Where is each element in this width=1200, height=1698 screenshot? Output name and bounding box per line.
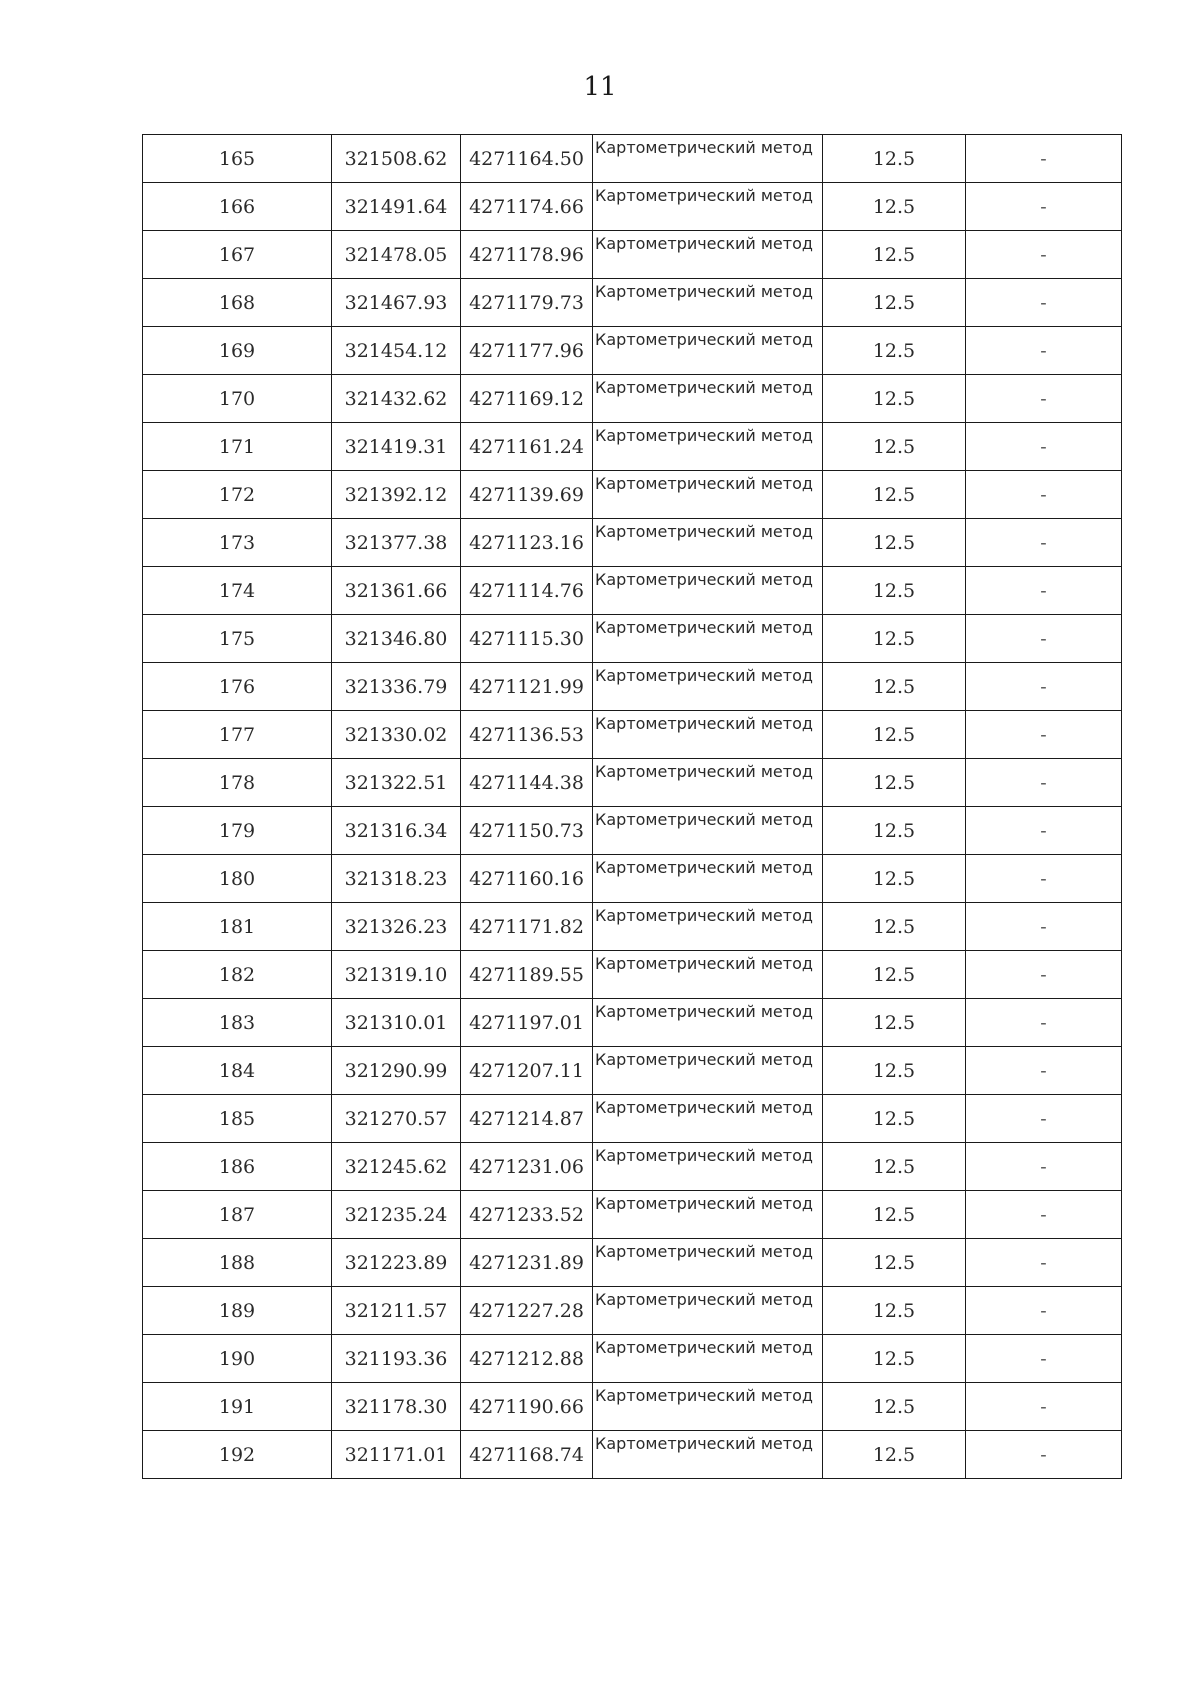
x-coordinate-cell: 321290.99 [332, 1047, 461, 1095]
method-cell: Картометрический метод [593, 807, 823, 855]
point-number-cell: 184 [143, 1047, 332, 1095]
y-coordinate-cell: 4271177.96 [461, 327, 593, 375]
error-cell: 12.5 [823, 1335, 966, 1383]
x-coordinate-cell: 321361.66 [332, 567, 461, 615]
point-number-cell: 169 [143, 327, 332, 375]
method-cell: Картометрический метод [593, 327, 823, 375]
note-cell: - [966, 135, 1122, 183]
point-number-cell: 187 [143, 1191, 332, 1239]
point-number-cell: 172 [143, 471, 332, 519]
table-row [143, 1335, 1122, 1383]
note-cell: - [966, 663, 1122, 711]
table-row [143, 231, 1122, 279]
x-coordinate-cell: 321171.01 [332, 1431, 461, 1479]
error-cell: 12.5 [823, 471, 966, 519]
y-coordinate-cell: 4271150.73 [461, 807, 593, 855]
point-number-cell: 190 [143, 1335, 332, 1383]
y-coordinate-cell: 4271197.01 [461, 999, 593, 1047]
method-cell: Картометрический метод [593, 1191, 823, 1239]
method-cell: Картометрический метод [593, 1287, 823, 1335]
y-coordinate-cell: 4271189.55 [461, 951, 593, 999]
point-number-cell: 192 [143, 1431, 332, 1479]
y-coordinate-cell: 4271115.30 [461, 615, 593, 663]
table-row [143, 1095, 1122, 1143]
x-coordinate-cell: 321178.30 [332, 1383, 461, 1431]
method-cell: Картометрический метод [593, 183, 823, 231]
table-row [143, 519, 1122, 567]
y-coordinate-cell: 4271168.74 [461, 1431, 593, 1479]
x-coordinate-cell: 321467.93 [332, 279, 461, 327]
note-cell: - [966, 1383, 1122, 1431]
x-coordinate-cell: 321478.05 [332, 231, 461, 279]
method-cell: Картометрический метод [593, 279, 823, 327]
error-cell: 12.5 [823, 711, 966, 759]
y-coordinate-cell: 4271144.38 [461, 759, 593, 807]
y-coordinate-cell: 4271169.12 [461, 375, 593, 423]
error-cell: 12.5 [823, 183, 966, 231]
x-coordinate-cell: 321322.51 [332, 759, 461, 807]
point-number-cell: 167 [143, 231, 332, 279]
point-number-cell: 177 [143, 711, 332, 759]
table-row [143, 759, 1122, 807]
x-coordinate-cell: 321377.38 [332, 519, 461, 567]
method-cell: Картометрический метод [593, 1095, 823, 1143]
error-cell: 12.5 [823, 807, 966, 855]
table-row [143, 471, 1122, 519]
y-coordinate-cell: 4271231.06 [461, 1143, 593, 1191]
method-cell: Картометрический метод [593, 423, 823, 471]
note-cell: - [966, 999, 1122, 1047]
note-cell: - [966, 327, 1122, 375]
x-coordinate-cell: 321454.12 [332, 327, 461, 375]
x-coordinate-cell: 321318.23 [332, 855, 461, 903]
error-cell: 12.5 [823, 1239, 966, 1287]
x-coordinate-cell: 321508.62 [332, 135, 461, 183]
note-cell: - [966, 1191, 1122, 1239]
point-number-cell: 181 [143, 903, 332, 951]
note-cell: - [966, 711, 1122, 759]
point-number-cell: 186 [143, 1143, 332, 1191]
method-cell: Картометрический метод [593, 471, 823, 519]
y-coordinate-cell: 4271171.82 [461, 903, 593, 951]
note-cell: - [966, 471, 1122, 519]
point-number-cell: 170 [143, 375, 332, 423]
method-cell: Картометрический метод [593, 663, 823, 711]
point-number-cell: 183 [143, 999, 332, 1047]
x-coordinate-cell: 321336.79 [332, 663, 461, 711]
error-cell: 12.5 [823, 759, 966, 807]
x-coordinate-cell: 321310.01 [332, 999, 461, 1047]
y-coordinate-cell: 4271190.66 [461, 1383, 593, 1431]
error-cell: 12.5 [823, 1191, 966, 1239]
error-cell: 12.5 [823, 855, 966, 903]
table-row [143, 1431, 1122, 1479]
note-cell: - [966, 759, 1122, 807]
table-row [143, 711, 1122, 759]
note-cell: - [966, 423, 1122, 471]
table-row [143, 1143, 1122, 1191]
error-cell: 12.5 [823, 279, 966, 327]
y-coordinate-cell: 4271164.50 [461, 135, 593, 183]
y-coordinate-cell: 4271178.96 [461, 231, 593, 279]
x-coordinate-cell: 321326.23 [332, 903, 461, 951]
y-coordinate-cell: 4271160.16 [461, 855, 593, 903]
method-cell: Картометрический метод [593, 519, 823, 567]
error-cell: 12.5 [823, 951, 966, 999]
table-row [143, 423, 1122, 471]
note-cell: - [966, 183, 1122, 231]
y-coordinate-cell: 4271227.28 [461, 1287, 593, 1335]
table-row [143, 999, 1122, 1047]
x-coordinate-cell: 321491.64 [332, 183, 461, 231]
point-number-cell: 188 [143, 1239, 332, 1287]
point-number-cell: 175 [143, 615, 332, 663]
method-cell: Картометрический метод [593, 567, 823, 615]
y-coordinate-cell: 4271231.89 [461, 1239, 593, 1287]
table-row [143, 951, 1122, 999]
y-coordinate-cell: 4271174.66 [461, 183, 593, 231]
method-cell: Картометрический метод [593, 135, 823, 183]
point-number-cell: 180 [143, 855, 332, 903]
point-number-cell: 185 [143, 1095, 332, 1143]
point-number-cell: 165 [143, 135, 332, 183]
point-number-cell: 174 [143, 567, 332, 615]
table-row [143, 807, 1122, 855]
table-row [143, 1287, 1122, 1335]
error-cell: 12.5 [823, 1095, 966, 1143]
note-cell: - [966, 951, 1122, 999]
table-row [143, 855, 1122, 903]
note-cell: - [966, 375, 1122, 423]
method-cell: Картометрический метод [593, 1335, 823, 1383]
point-number-cell: 168 [143, 279, 332, 327]
table-row [143, 327, 1122, 375]
table-row [143, 375, 1122, 423]
table-row [143, 567, 1122, 615]
point-number-cell: 171 [143, 423, 332, 471]
method-cell: Картометрический метод [593, 615, 823, 663]
error-cell: 12.5 [823, 1143, 966, 1191]
note-cell: - [966, 855, 1122, 903]
error-cell: 12.5 [823, 135, 966, 183]
page-number: 11 [583, 72, 617, 102]
x-coordinate-cell: 321419.31 [332, 423, 461, 471]
y-coordinate-cell: 4271212.88 [461, 1335, 593, 1383]
note-cell: - [966, 1239, 1122, 1287]
x-coordinate-cell: 321193.36 [332, 1335, 461, 1383]
x-coordinate-cell: 321319.10 [332, 951, 461, 999]
point-number-cell: 179 [143, 807, 332, 855]
x-coordinate-cell: 321223.89 [332, 1239, 461, 1287]
point-number-cell: 173 [143, 519, 332, 567]
x-coordinate-cell: 321316.34 [332, 807, 461, 855]
error-cell: 12.5 [823, 375, 966, 423]
note-cell: - [966, 519, 1122, 567]
note-cell: - [966, 1047, 1122, 1095]
note-cell: - [966, 903, 1122, 951]
method-cell: Картометрический метод [593, 1383, 823, 1431]
point-number-cell: 191 [143, 1383, 332, 1431]
point-number-cell: 189 [143, 1287, 332, 1335]
table-row [143, 903, 1122, 951]
error-cell: 12.5 [823, 903, 966, 951]
error-cell: 12.5 [823, 615, 966, 663]
x-coordinate-cell: 321432.62 [332, 375, 461, 423]
table-row [143, 1047, 1122, 1095]
note-cell: - [966, 1335, 1122, 1383]
y-coordinate-cell: 4271114.76 [461, 567, 593, 615]
y-coordinate-cell: 4271207.11 [461, 1047, 593, 1095]
error-cell: 12.5 [823, 1047, 966, 1095]
method-cell: Картометрический метод [593, 231, 823, 279]
x-coordinate-cell: 321245.62 [332, 1143, 461, 1191]
table-row [143, 615, 1122, 663]
coordinates-table-body [143, 135, 1122, 1479]
y-coordinate-cell: 4271121.99 [461, 663, 593, 711]
note-cell: - [966, 615, 1122, 663]
method-cell: Картометрический метод [593, 1431, 823, 1479]
error-cell: 12.5 [823, 663, 966, 711]
y-coordinate-cell: 4271179.73 [461, 279, 593, 327]
error-cell: 12.5 [823, 519, 966, 567]
error-cell: 12.5 [823, 567, 966, 615]
method-cell: Картометрический метод [593, 1047, 823, 1095]
note-cell: - [966, 567, 1122, 615]
x-coordinate-cell: 321235.24 [332, 1191, 461, 1239]
error-cell: 12.5 [823, 999, 966, 1047]
y-coordinate-cell: 4271139.69 [461, 471, 593, 519]
error-cell: 12.5 [823, 1431, 966, 1479]
y-coordinate-cell: 4271233.52 [461, 1191, 593, 1239]
y-coordinate-cell: 4271214.87 [461, 1095, 593, 1143]
note-cell: - [966, 1431, 1122, 1479]
note-cell: - [966, 1143, 1122, 1191]
error-cell: 12.5 [823, 1383, 966, 1431]
table-row [143, 663, 1122, 711]
method-cell: Картометрический метод [593, 855, 823, 903]
table-row [143, 135, 1122, 183]
note-cell: - [966, 1095, 1122, 1143]
method-cell: Картометрический метод [593, 1143, 823, 1191]
method-cell: Картометрический метод [593, 903, 823, 951]
method-cell: Картометрический метод [593, 1239, 823, 1287]
note-cell: - [966, 231, 1122, 279]
method-cell: Картометрический метод [593, 951, 823, 999]
method-cell: Картометрический метод [593, 759, 823, 807]
table-row [143, 1191, 1122, 1239]
note-cell: - [966, 807, 1122, 855]
error-cell: 12.5 [823, 231, 966, 279]
method-cell: Картометрический метод [593, 711, 823, 759]
point-number-cell: 178 [143, 759, 332, 807]
coordinates-table [142, 134, 1122, 1479]
x-coordinate-cell: 321211.57 [332, 1287, 461, 1335]
table-row [143, 279, 1122, 327]
table-row [143, 1239, 1122, 1287]
method-cell: Картометрический метод [593, 375, 823, 423]
x-coordinate-cell: 321330.02 [332, 711, 461, 759]
x-coordinate-cell: 321270.57 [332, 1095, 461, 1143]
x-coordinate-cell: 321392.12 [332, 471, 461, 519]
point-number-cell: 166 [143, 183, 332, 231]
error-cell: 12.5 [823, 327, 966, 375]
y-coordinate-cell: 4271123.16 [461, 519, 593, 567]
x-coordinate-cell: 321346.80 [332, 615, 461, 663]
error-cell: 12.5 [823, 1287, 966, 1335]
y-coordinate-cell: 4271161.24 [461, 423, 593, 471]
point-number-cell: 176 [143, 663, 332, 711]
y-coordinate-cell: 4271136.53 [461, 711, 593, 759]
error-cell: 12.5 [823, 423, 966, 471]
note-cell: - [966, 1287, 1122, 1335]
table-row [143, 1383, 1122, 1431]
table-row [143, 183, 1122, 231]
method-cell: Картометрический метод [593, 999, 823, 1047]
note-cell: - [966, 279, 1122, 327]
point-number-cell: 182 [143, 951, 332, 999]
